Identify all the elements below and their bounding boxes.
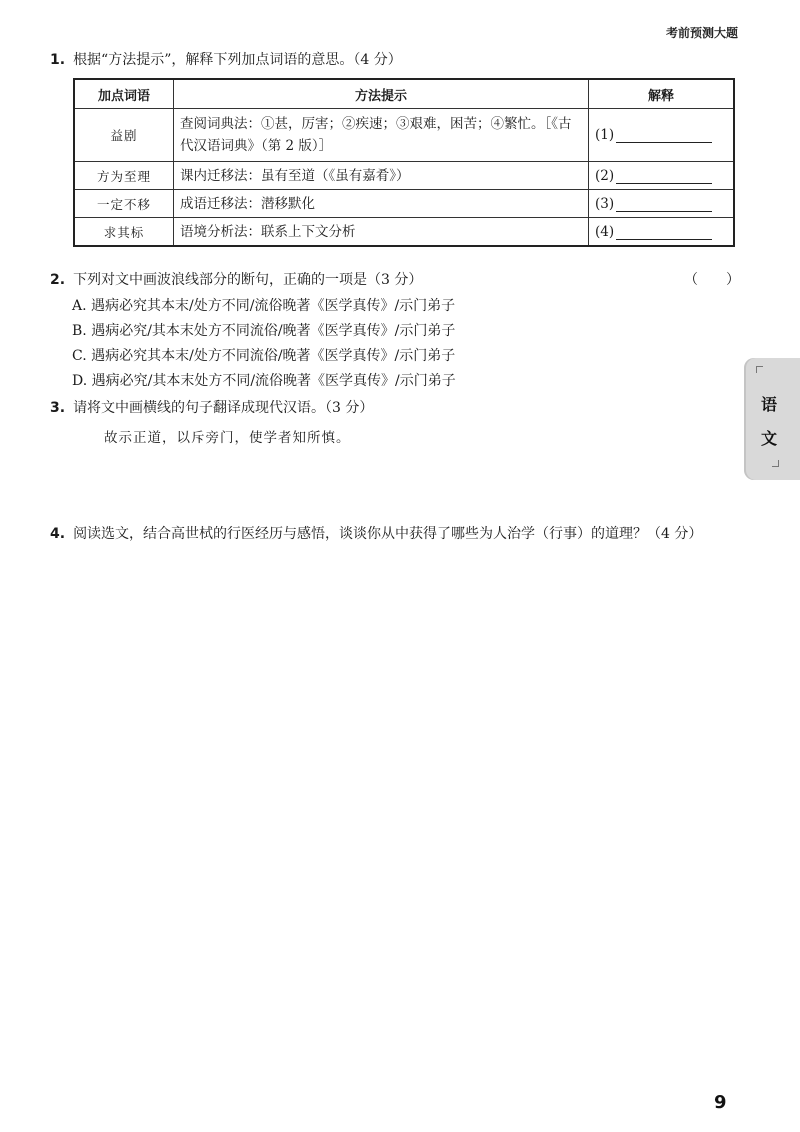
method-hint-table bbox=[73, 78, 735, 247]
question-number: 3. bbox=[50, 400, 66, 416]
question-4 bbox=[50, 524, 740, 544]
answer-cell[interactable] bbox=[589, 190, 735, 218]
question-prompt: 根据“方法提示”，解释下列加点词语的意思。（4 分） bbox=[73, 52, 402, 68]
subject-char: 文 bbox=[760, 429, 777, 448]
section-tag: 考前预测大题 bbox=[665, 26, 738, 40]
table-header-row bbox=[74, 79, 734, 109]
table-row bbox=[74, 218, 734, 247]
answer-cell[interactable] bbox=[589, 218, 735, 247]
option-a[interactable]: A. 遇病必究其本末/处方不同/流俗晚著《医学真传》/示门弟子 bbox=[72, 298, 456, 314]
method-hint: 语境分析法：联系上下文分析 bbox=[174, 218, 589, 247]
answer-label: (4) bbox=[595, 223, 615, 240]
question-number: 1. bbox=[50, 52, 66, 68]
answer-blank[interactable] bbox=[616, 197, 712, 212]
answer-blank[interactable] bbox=[616, 128, 712, 143]
answer-blank[interactable] bbox=[616, 225, 712, 240]
answer-label: (1) bbox=[595, 127, 615, 143]
question-number: 4. bbox=[50, 526, 66, 542]
subject-label bbox=[758, 388, 780, 456]
corner-mark-icon bbox=[772, 460, 779, 467]
dotted-word: 求其标 bbox=[74, 218, 174, 247]
table-row bbox=[74, 162, 734, 190]
question-prompt: 下列对文中画波浪线部分的断句，正确的一项是（3 分） bbox=[73, 272, 423, 288]
question-1 bbox=[50, 50, 740, 70]
corner-mark-icon bbox=[756, 366, 763, 373]
page-number: 9 bbox=[714, 1092, 727, 1113]
column-header: 解释 bbox=[589, 79, 735, 109]
dotted-word: 一定不移 bbox=[74, 190, 174, 218]
answer-cell[interactable] bbox=[589, 162, 735, 190]
dotted-word: 方为至理 bbox=[74, 162, 174, 190]
subject-side-tab bbox=[744, 358, 800, 480]
method-hint: 课内迁移法：虽有至道（《虽有嘉肴》） bbox=[174, 162, 589, 190]
question-number: 2. bbox=[50, 272, 66, 288]
column-header: 加点词语 bbox=[74, 79, 174, 109]
column-header: 方法提示 bbox=[174, 79, 589, 109]
answer-blank[interactable] bbox=[616, 169, 712, 184]
subject-char: 语 bbox=[760, 395, 777, 414]
answer-parentheses[interactable]: （ ） bbox=[684, 272, 740, 288]
method-hint: 成语迁移法：潜移默化 bbox=[174, 190, 589, 218]
answer-label: (2) bbox=[595, 167, 615, 184]
question-2 bbox=[50, 270, 740, 290]
question-3 bbox=[50, 398, 740, 418]
dotted-word: 益剧 bbox=[74, 109, 174, 162]
table-row bbox=[74, 109, 734, 162]
answer-cell[interactable] bbox=[589, 109, 735, 162]
option-c[interactable]: C. 遇病必究其本末/处方不同流俗/晚著《医学真传》/示门弟子 bbox=[72, 348, 456, 364]
question-prompt: 阅读选文，结合高世栻的行医经历与感悟，谈谈你从中获得了哪些为人治学（行事）的道理？（4 分） bbox=[73, 526, 703, 542]
table-row bbox=[74, 190, 734, 218]
method-hint: 查阅词典法：①甚，厉害；②疾速；③艰难，困苦；④繁忙。［《古代汉语词典》（第 2 版）］ bbox=[174, 109, 589, 162]
answer-label: (3) bbox=[595, 195, 615, 212]
option-d[interactable]: D. 遇病必究/其本末处方不同/流俗晚著《医学真传》/示门弟子 bbox=[72, 373, 456, 389]
question-prompt: 请将文中画横线的句子翻译成现代汉语。（3 分） bbox=[73, 400, 374, 416]
option-b[interactable]: B. 遇病必究/其本末处方不同流俗/晚著《医学真传》/示门弟子 bbox=[72, 323, 456, 339]
translation-sentence: 故示正道，以斥旁门，使学者知所慎。 bbox=[104, 430, 351, 446]
